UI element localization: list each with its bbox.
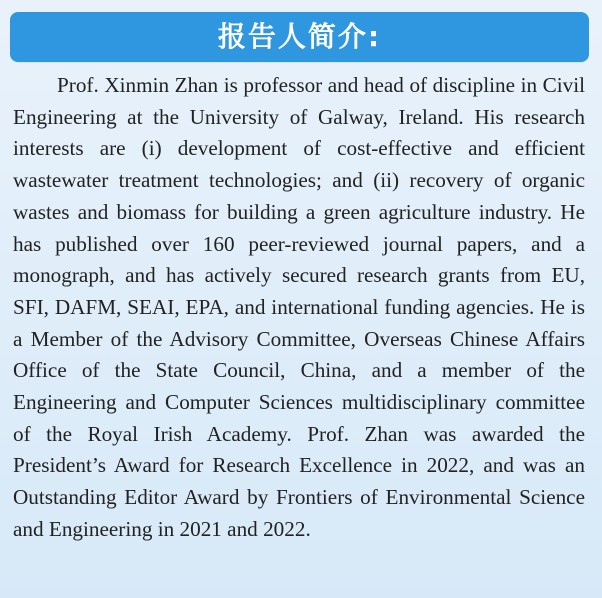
speaker-bio-text: Prof. Xinmin Zhan is professor and head of discipline in Civil Engineering at the University of Galway, Ireland. His research interests are (i) development of cost-effective and efficient wastewater treatment technologies; and (ii) recovery of organic wastes and biomass for building a green agriculture industry. He has published over 160 peer-reviewed journal papers, and a monograph, and has actively secured research grants from EU, SFI, DAFM, SEAI, EPA, and international funding agencies. He is a Member of the Advisory Committee, Overseas Chinese Affairs Office of the State Council, China, and a member of the Engineering and Computer Sciences multidisciplinary committee of the Royal Irish Academy. Prof. Zhan was awarded the President’s Award for Research Excellence in 2022, and was an Outstanding Editor Award by Frontiers of Environmental Science and Engineering in 2021 and 2022. [13,73,585,541]
speaker-bio-container [13,70,585,546]
section-header-bar [10,12,589,62]
section-title: 报告人简介: [217,20,382,53]
